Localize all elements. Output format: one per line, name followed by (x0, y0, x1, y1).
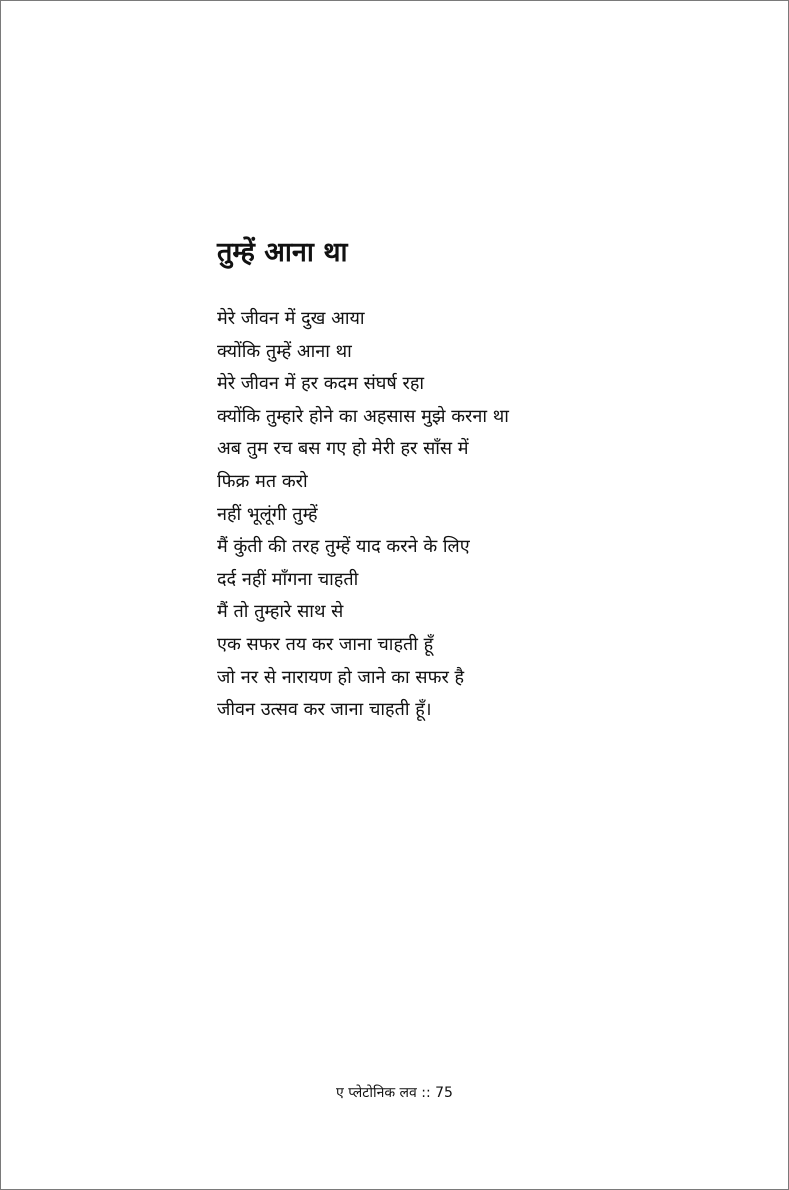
poem-line: एक सफर तय कर जाना चाहती हूँ (217, 633, 434, 655)
poem-line: नहीं भूलूंगी तुम्हें (217, 503, 318, 525)
poem-line: मेरे जीवन में हर कदम संघर्ष रहा (217, 373, 425, 395)
poem-body (217, 303, 509, 727)
poem-line: मैं कुंती की तरह तुम्हें याद करने के लिए (217, 536, 470, 558)
poem-line: क्योंकि तुम्हें आना था (217, 340, 352, 362)
poem-line: फिक्र मत करो (217, 470, 308, 492)
poem-line: क्योंकि तुम्हारे होने का अहसास मुझे करना था (217, 405, 509, 427)
poem-line: अब तुम रच बस गए हो मेरी हर साँस में (217, 438, 469, 460)
poem-line: दर्द नहीं माँगना चाहती (217, 568, 359, 590)
poem-line: जीवन उत्सव कर जाना चाहती हूँ। (217, 699, 432, 721)
poem-line: जो नर से नारायण हो जाने का सफर है (217, 666, 465, 688)
poem-title: तुम्हें आना था (217, 237, 348, 268)
poem-line: मैं तो तुम्हारे साथ से (217, 601, 344, 623)
page-footer-running-title: ए प्लेटोनिक लव :: 75 (336, 1085, 453, 1101)
poem-line: मेरे जीवन में दुख आया (217, 308, 365, 329)
